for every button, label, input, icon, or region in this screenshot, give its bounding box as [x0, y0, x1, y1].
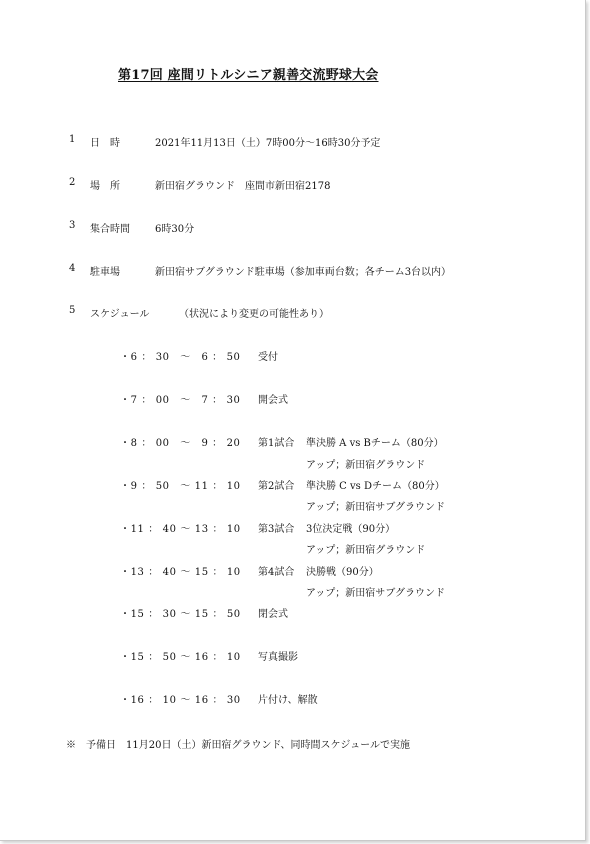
section-number: 1 [69, 134, 76, 145]
schedule-event: 第4試合 [258, 567, 295, 578]
schedule-event: 開会式 [258, 395, 288, 406]
schedule-time: ・13 ： 40 ～ 15 ： 10 [120, 567, 241, 578]
schedule-event: 第2試合 [258, 481, 295, 492]
schedule-time: ・8 ： 00 ～ 9 ： 20 [120, 438, 241, 449]
section-number: 4 [69, 263, 76, 274]
document-title: 第17回 座間リトルシニア親善交流野球大会 [118, 68, 379, 83]
schedule-time: ・15 ： 50 ～ 16 ： 10 [120, 652, 241, 663]
section-label-schedule: スケジュール [90, 309, 150, 320]
section-note-schedule: （状況により変更の可能性あり） [179, 309, 329, 320]
schedule-detail: 3位決定戦（90分） [306, 524, 396, 535]
schedule-venue: アップ；新田宿サブグラウンド [306, 588, 445, 599]
schedule-detail: 決勝戦（90分） [306, 567, 379, 578]
section-number: 3 [69, 220, 76, 231]
schedule-venue: アップ；新田宿サブグラウンド [306, 502, 445, 513]
schedule-time: ・7 ： 00 ～ 7 ： 30 [120, 395, 241, 406]
section-label-parking: 駐車場 [90, 267, 120, 278]
schedule-time: ・11 ： 40 ～ 13 ： 10 [120, 524, 241, 535]
schedule-event: 閉会式 [258, 609, 288, 620]
section-value-place: 新田宿グラウンド 座間市新田宿2178 [155, 181, 331, 192]
schedule-detail: 準決勝 A vs Bチーム（80分） [306, 438, 444, 449]
section-value-parking: 新田宿サブグラウンド駐車場（参加車両台数；各チーム3台以内） [155, 267, 452, 278]
schedule-venue: アップ；新田宿グラウンド [306, 460, 426, 471]
schedule-time: ・15 ： 30 ～ 15 ： 50 [120, 609, 241, 620]
schedule-detail: 準決勝 C vs Dチーム（80分） [306, 481, 445, 492]
schedule-event: 受付 [258, 352, 278, 363]
section-value-date: 2021年11月13日（土）7時00分～16時30分予定 [155, 138, 381, 149]
section-label-meeting-time: 集合時間 [90, 224, 130, 235]
section-label-date: 日 時 [90, 138, 120, 149]
section-value-meeting-time: 6時30分 [155, 224, 195, 235]
schedule-venue: アップ；新田宿グラウンド [306, 545, 426, 556]
section-number: 5 [69, 305, 76, 316]
schedule-time: ・6 ： 30 ～ 6 ： 50 [120, 352, 241, 363]
schedule-event: 写真撮影 [258, 652, 298, 663]
schedule-event: 第3試合 [258, 524, 295, 535]
schedule-event: 片付け、解散 [258, 695, 318, 706]
schedule-time: ・16 ： 10 ～ 16 ： 30 [120, 695, 241, 706]
schedule-event: 第1試合 [258, 438, 295, 449]
reserve-day-note: ※ 予備日 11月20日（土）新田宿グラウンド、同時間スケジュールで実施 [66, 740, 410, 751]
section-label-place: 場 所 [90, 181, 120, 192]
schedule-time: ・9 ： 50 ～ 11 ： 10 [120, 481, 241, 492]
section-number: 2 [69, 177, 76, 188]
